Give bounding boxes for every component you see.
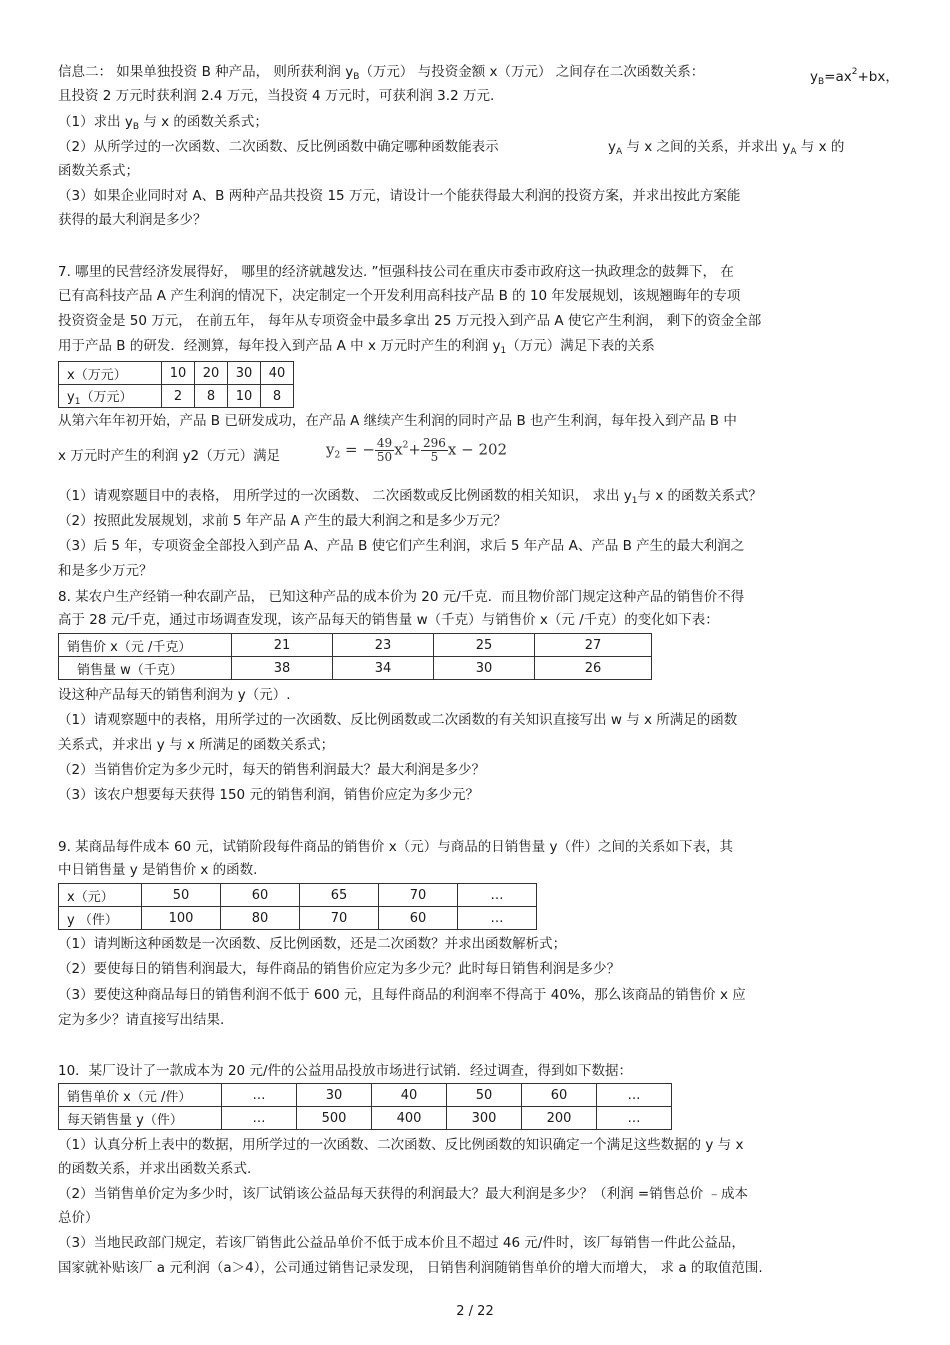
q7-line-5: 从第六年年初开始，产品 B 已研发成功，在产品 A 继续产生利润的同时产品 B 也产生利润，每年投入到产品 B 中 [58, 413, 737, 429]
q7-part-2: （2）按照此发展规划，求前 5 年产品 A 产生的最大利润之和是多少万元？ [58, 513, 507, 529]
q6-part-2-cont: 函数关系式； [58, 163, 139, 179]
q7-part-3-cont: 和是多少万元？ [58, 563, 153, 579]
q8-part-1: （1）请观察题中的表格，用所学过的一次函数、反比例函数或二次函数的有关知识直接写出 w 与 x 所满足的函数 [58, 712, 738, 728]
q9-line-1: 9. 某商品每件成本 60 元，试销阶段每件商品的销售价 x（元）与商品的日销售量 y（件）之间的关系如下表，其 [58, 839, 733, 855]
page-number: 2 / 22 [456, 1304, 494, 1319]
q7-line-2: 已有高科技产品 A 产生利润的情况下，决定制定一个开发利用高科技产品 B 的 10 年发展规划，该规翘晦年的专项 [58, 288, 741, 304]
q10-part-2-cont: 总价） [58, 1210, 99, 1226]
info-two-line-2: 且投资 2 万元时获利润 2.4 万元，当投资 4 万元时，可获利润 3.2 万元. [58, 88, 495, 104]
table-row: y （件） 100 80 70 60 … [59, 907, 537, 930]
table-row: 销售量 w（千克） 38 34 30 26 [59, 657, 652, 680]
q6-part-3: （3）如果企业同时对 A、B 两种产品共投资 15 万元，请设计一个能获得最大利润的投资方案，并求出按此方案能 [58, 188, 741, 204]
q7-line-4: 用于产品 B 的研发．经测算，每年投入到产品 A 中 x 万元时产生的利润 $y_1$（万元）满足下表的关系 [58, 338, 655, 356]
q9-part-1: （1）请判断这种函数是一次函数、反比例函数，还是二次函数？并求出函数解析式； [58, 936, 567, 952]
q8-line-3: 设这种产品每天的销售利润为 y（元）. [58, 687, 291, 703]
q10-part-3: （3）当地民政部门规定，若该厂销售此公益品单价不低于成本价且不超过 46 元/件时，该厂每销售一件此公益品， [58, 1235, 745, 1251]
q8-line-1: 8. 某农户生产经销一种农副产品， 已知这种产品的成本价为 20 元/千克．而且物价部门规定这种产品的销售价不得 [58, 589, 745, 605]
q10-table [58, 1083, 672, 1130]
q7-table [58, 361, 294, 408]
q8-part-2: （2）当销售价定为多少元时，每天的销售利润最大？最大利润是多少？ [58, 762, 486, 778]
q10-part-2: （2）当销售单价定为多少时，该厂试销该公益品每天获得的利润最大？最大利润是多少？（利润 =销售总价 ﹣成本 [58, 1186, 748, 1202]
q10-line-1: 10．某厂设计了一款成本为 20 元/件的公益用品投放市场进行试销．经过调查，得到如下数据： [58, 1063, 632, 1079]
q9-part-2: （2）要使每日的销售利润最大，每件商品的销售价应定为多少元？此时每日销售利润是多少？ [58, 961, 621, 977]
y2-formula: $y_2$ = − $\frac{49}{50}$ $x^2+$ $\frac{296}{5}$ x − 202 [326, 436, 508, 464]
q10-part-3-cont: 国家就补贴该厂 a 元利润（a＞4），公司通过销售记录发现， 日销售利润随销售单价的增大而增大， 求 a 的取值范围. [58, 1260, 763, 1276]
table-row: 销售单价 x（元 /件） … 30 40 50 60 … [59, 1084, 672, 1107]
q8-table [58, 633, 652, 680]
q7-part-1: （1）请观察题目中的表格， 用所学过的一次函数、 二次函数或反比例函数的相关知识， 求出 $y_1$与 x 的函数关系式？ [58, 488, 763, 506]
table-row: 每天销售量 y（件） … 500 400 300 200 … [59, 1107, 672, 1130]
table-row: x（元） 50 60 65 70 … [59, 884, 537, 907]
q9-line-2: 中日销售量 y 是销售价 x 的函数. [58, 862, 258, 878]
info-two-line-1: 信息二： 如果单独投资 B 种产品， 则所获利润 $y_B$（万元） 与投资金额 x（万元） 之间存在二次函数关系： $y_B=ax^2+bx$， [58, 63, 898, 86]
q9-table [58, 883, 537, 930]
q9-part-3: （3）要使这种商品每日的销售利润不低于 600 元，且每件商品的利润率不得高于 40%，那么该商品的销售价 x 应 [58, 987, 746, 1003]
q7-line-3: 投资资金是 50 万元， 在前五年， 每年从专项资金中最多拿出 25 万元投入到产品 A 使它产生利润， 剩下的资金全部 [58, 313, 762, 329]
q8-part-1-cont: 关系式，并求出 y 与 x 所满足的函数关系式； [58, 737, 335, 753]
table-row: 销售价 x（元 /千克） 21 23 25 27 [59, 634, 652, 657]
q6-part-2: （2）从所学过的一次函数、二次函数、反比例函数中确定哪种函数能表示 $y_A$ 与 x 之间的关系，并求出 $y_A$ 与 x 的 [58, 139, 845, 157]
q7-line-6: x 万元时产生的利润 y2（万元）满足 [58, 448, 281, 464]
q7-line-1: 7. 哪里的民营经济发展得好， 哪里的经济就越发达. ”恒强科技公司在重庆市委市政府这一执政理念的鼓舞下， 在 [58, 264, 734, 280]
q8-line-2: 高于 28 元/千克，通过市场调查发现，该产品每天的销售量 w（千克）与销售价 x（元 /千克）的变化如下表： [58, 612, 719, 628]
q6-part-1: （1）求出 $y_B$ 与 x 的函数关系式； [58, 114, 268, 132]
q10-part-1-cont: 的函数关系，并求出函数关系式. [58, 1161, 252, 1177]
table-row: x（万元） 10 20 30 40 [59, 362, 294, 385]
q7-part-3: （3）后 5 年，专项资金全部投入到产品 A、产品 B 使它们产生利润，求后 5 年产品 A、产品 B 产生的最大利润之 [58, 538, 745, 554]
yb-formula: $y_B=ax^2+bx$， [810, 67, 899, 87]
q9-part-3-cont: 定为多少？请直接写出结果. [58, 1012, 225, 1028]
q10-part-1: （1）认真分析上表中的数据，用所学过的一次函数、二次函数、反比例函数的知识确定一个满足这些数据的 y 与 x [58, 1137, 744, 1153]
table-row: $y_1$（万元） 2 8 10 8 [59, 385, 294, 408]
q8-part-3: （3）该农户想要每天获得 150 元的销售利润，销售价应定为多少元？ [58, 787, 479, 803]
q6-part-3-cont: 获得的最大利润是多少？ [58, 212, 207, 228]
